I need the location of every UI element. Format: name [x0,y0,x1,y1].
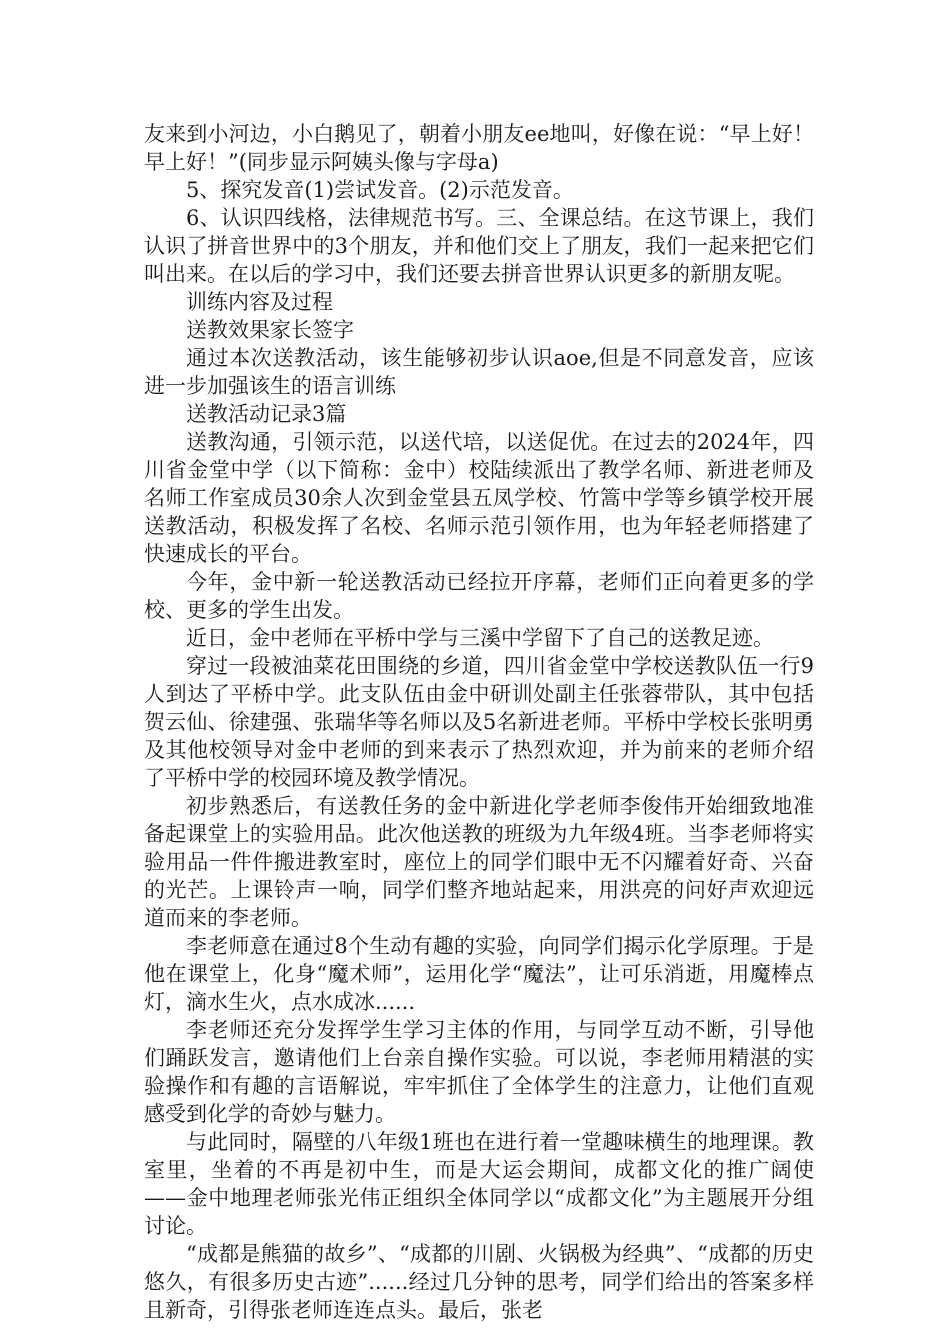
paragraph: 友来到小河边，小白鹅见了，朝着小朋友ee地叫，好像在说：“早上好！早上好！”(同步显示阿姨头像与字母a) [144,122,814,174]
document-body [144,120,814,1324]
paragraph: 近日，金中老师在平桥中学与三溪中学留下了自己的送教足迹。 [186,626,774,650]
paragraph: 穿过一段被油菜花田围绕的乡道，四川省金堂中学校送教队伍一行9人到达了平桥中学。此支队伍由金中研训处副主任张蓉带队，其中包括贺云仙、徐建强、张瑞华等名师以及5名新进老师。平桥中学校长张明勇及其他校领导对金中老师的到来表示了热烈欢迎，并为前来的老师介绍了平桥中学的校园环境及教学情况。 [144,654,814,790]
paragraph: 初步熟悉后，有送教任务的金中新进化学老师李俊伟开始细致地准备起课堂上的实验用品。此次他送教的班级为九年级4班。当李老师将实验用品一件件搬进教室时，座位上的同学们眼中无不闪耀着好奇、兴奋的光芒。上课铃声一响，同学们整齐地站起来，用洪亮的问好声欢迎远道而来的李老师。 [144,794,814,930]
paragraph: 李老师还充分发挥学生学习主体的作用，与同学互动不断，引导他们踊跃发言，邀请他们上台亲自操作实验。可以说，李老师用精湛的实验操作和有趣的言语解说，牢牢抓住了全体学生的注意力，让他们直观感受到化学的奇妙与魅力。 [144,1018,814,1126]
paragraph: 今年，金中新一轮送教活动已经拉开序幕，老师们正向着更多的学校、更多的学生出发。 [144,570,814,622]
document-title: 送教活动记录3篇 [186,402,347,426]
section-heading: 训练内容及过程 [186,290,333,314]
paragraph: 6、认识四线格，法律规范书写。三、全课总结。在这节课上，我们认识了拼音世界中的3个朋友，并和他们交上了朋友，我们一起来把它们叫出来。在以后的学习中，我们还要去拼音世界认识更多的新朋友呢。 [144,206,814,286]
paragraph: 送教沟通，引领示范，以送代培，以送促优。在过去的2024年，四川省金堂中学（以下简称：金中）校陆续派出了教学名师、新进老师及名师工作室成员30余人次到金堂县五凤学校、竹篙中学等乡镇学校开展送教活动，积极发挥了名校、名师示范引领作用，也为年轻老师搭建了快速成长的平台。 [144,430,814,566]
paragraph: 通过本次送教活动，该生能够初步认识aoe,但是不同意发音，应该进一步加强该生的语言训练 [144,346,814,398]
paragraph: “成都是熊猫的故乡”、“成都的川剧、火锅极为经典”、“成都的历史悠久，有很多历史古迹”......经过几分钟的思考，同学们给出的答案多样且新奇，引得张老师连连点头。最后，张老 [144,1242,814,1322]
section-heading: 送教效果家长签字 [186,318,354,342]
paragraph: 5、探究发音(1)尝试发音。(2)示范发音。 [186,178,574,202]
paragraph: 与此同时，隔壁的八年级1班也在进行着一堂趣味横生的地理课。教室里，坐着的不再是初中生，而是大运会期间，成都文化的推广阔使——金中地理老师张光伟正组织全体同学以“成都文化”为主题展开分组讨论。 [144,1130,814,1238]
paragraph: 李老师意在通过8个生动有趣的实验，向同学们揭示化学原理。于是他在课堂上，化身“魔术师”，运用化学“魔法”，让可乐消逝，用魔棒点灯，滴水生火，点水成冰...... [144,934,814,1014]
